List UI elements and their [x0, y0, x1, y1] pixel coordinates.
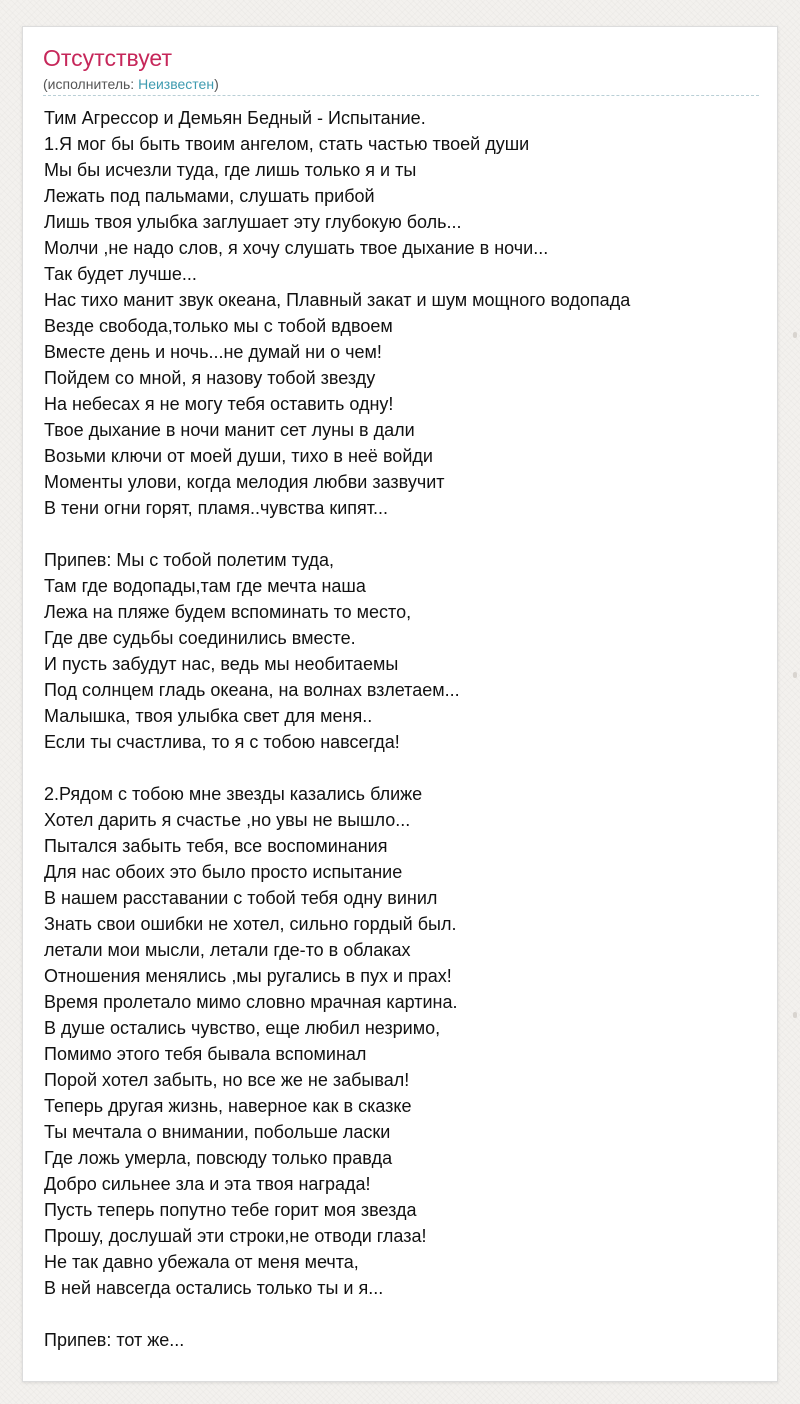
lyric-line: Помимо этого тебя бывала вспоминал [44, 1044, 367, 1064]
lyric-line: В душе остались чувство, еще любил незримо, [44, 1018, 441, 1038]
lyric-line: 1.Я мог бы быть твоим ангелом, стать частью твоей души [44, 134, 530, 154]
lyric-line: Молчи ,не надо слов, я хочу слушать твое дыхание в ночи... [44, 238, 549, 258]
scroll-notch [793, 672, 797, 678]
lyric-line: Ты мечтала о внимании, побольше ласки [44, 1122, 391, 1142]
lyric-line: Припев: Мы с тобой полетим туда, [44, 550, 335, 570]
lyric-line: Твое дыхание в ночи манит сет луны в дали [44, 420, 415, 440]
stanza-break [44, 755, 760, 781]
lyric-line: Мы бы исчезли туда, где лишь только я и ты [44, 160, 417, 180]
song-title: Отсутствует [43, 45, 172, 71]
lyric-line: В тени огни горят, пламя..чувства кипят... [44, 498, 389, 518]
lyric-line: 2.Рядом с тобою мне звезды казались ближе [44, 784, 423, 804]
lyric-line: Где ложь умерла, повсюду только правда [44, 1148, 393, 1168]
lyric-line: Не так давно убежала от меня мечта, [44, 1252, 359, 1272]
lyric-line: Прошу, дослушай эти строки,не отводи глаза! [44, 1226, 427, 1246]
lyric-line: В ней навсегда остались только ты и я... [44, 1278, 384, 1298]
scroll-notch [793, 332, 797, 338]
lyric-line: Пытался забыть тебя, все воспоминания [44, 836, 388, 856]
lyric-line: Знать свои ошибки не хотел, сильно гордый был. [44, 914, 457, 934]
artist-suffix: ) [214, 76, 219, 92]
lyric-line: Малышка, твоя улыбка свет для меня.. [44, 706, 373, 726]
lyric-line: Везде свобода,только мы с тобой вдвоем [44, 316, 393, 336]
lyric-line: Отношения менялись ,мы ругались в пух и прах! [44, 966, 452, 986]
lyric-line: Лежа на пляже будем вспоминать то место, [44, 602, 412, 622]
lyric-line: Там где водопады,там где мечта наша [44, 576, 366, 596]
lyric-line: Лишь твоя улыбка заглушает эту глубокую боль... [44, 212, 462, 232]
lyric-line: Для нас обоих это было просто испытание [44, 862, 403, 882]
scroll-notch [793, 1012, 797, 1018]
stanza-break [44, 521, 760, 547]
lyric-line: Вместе день и ночь...не думай ни о чем! [44, 342, 382, 362]
song-header [43, 43, 759, 96]
lyric-line: Припев: тот же... [44, 1330, 185, 1350]
lyric-line: Так будет лучше... [44, 264, 197, 284]
lyric-line: В нашем расставании с тобой тебя одну винил [44, 888, 438, 908]
lyric-line: Под солнцем гладь океана, на волнах взлетаем... [44, 680, 460, 700]
lyric-line: Нас тихо манит звук океана, Плавный закат и шум мощного водопада [44, 290, 631, 310]
lyrics-card [22, 26, 778, 1382]
artist-prefix: (исполнитель: [43, 76, 139, 92]
lyric-line: Порой хотел забыть, но все же не забывал! [44, 1070, 410, 1090]
lyric-line: И пусть забудут нас, ведь мы необитаемы [44, 654, 399, 674]
lyric-line: Пойдем со мной, я назову тобой звезду [44, 368, 376, 388]
lyrics-text [44, 105, 760, 1353]
artist-link[interactable]: Неизвестен [138, 76, 215, 92]
lyric-line: Пусть теперь попутно тебе горит моя звезда [44, 1200, 417, 1220]
lyric-line: Хотел дарить я счастье ,но увы не вышло... [44, 810, 411, 830]
lyric-line: Возьми ключи от моей души, тихо в неё войди [44, 446, 433, 466]
lyric-line: Тим Агрессор и Демьян Бедный - Испытание. [44, 108, 426, 128]
artist-line [43, 75, 759, 93]
stanza-break [44, 1301, 760, 1327]
lyric-line: Лежать под пальмами, слушать прибой [44, 186, 375, 206]
lyric-line: Теперь другая жизнь, наверное как в сказке [44, 1096, 412, 1116]
lyric-line: Если ты счастлива, то я с тобою навсегда! [44, 732, 400, 752]
lyric-line: На небесах я не могу тебя оставить одну! [44, 394, 394, 414]
lyric-line: Где две судьбы соединились вместе. [44, 628, 356, 648]
lyric-line: Добро сильнее зла и эта твоя награда! [44, 1174, 371, 1194]
lyric-line: Моменты улови, когда мелодия любви зазвучит [44, 472, 445, 492]
lyric-line: Время пролетало мимо словно мрачная картина. [44, 992, 458, 1012]
lyric-line: летали мои мысли, летали где-то в облаках [44, 940, 411, 960]
